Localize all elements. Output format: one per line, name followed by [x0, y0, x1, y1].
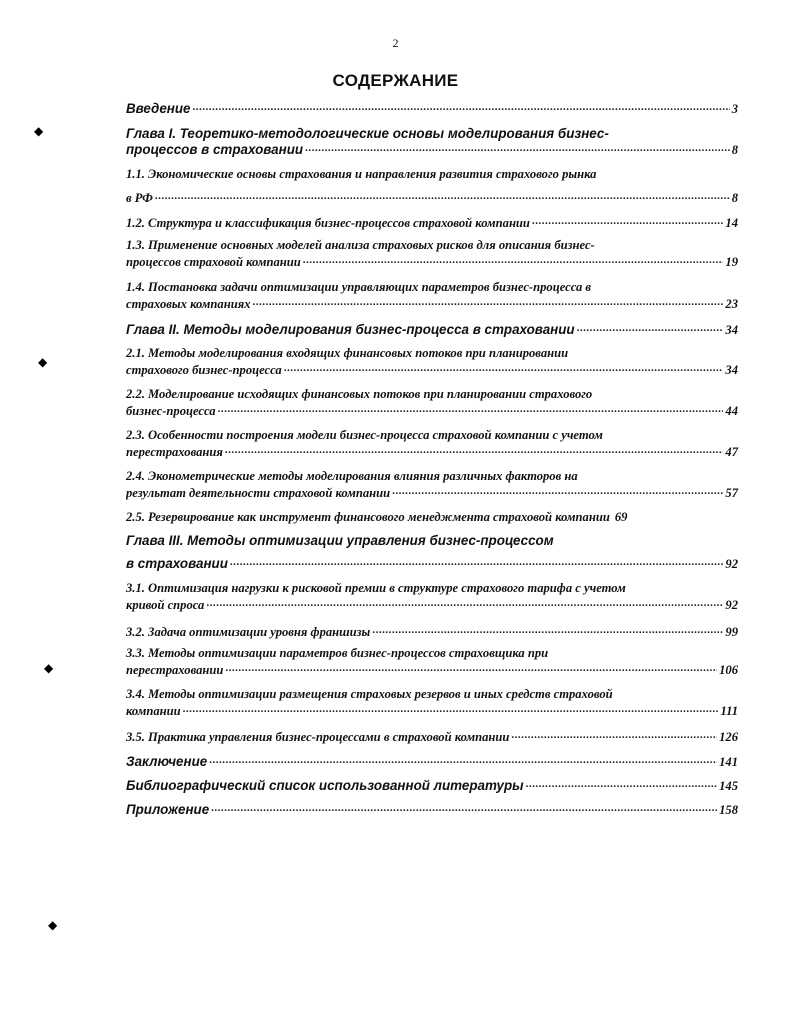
- leader-dots: [209, 801, 717, 814]
- toc-entry-title: перестрахования: [126, 444, 223, 459]
- toc-entry-page: 111: [720, 703, 738, 718]
- leader-dots: [153, 189, 730, 202]
- toc-entry-page: 92: [725, 557, 738, 572]
- toc-entry-title: 1.2. Структура и классификация бизнес-процессов страховой компании: [126, 215, 530, 230]
- toc-entry-title: Библиографический список использованной литературы: [126, 778, 524, 794]
- toc-entry-page: 44: [725, 403, 738, 418]
- leader-dots: [530, 214, 723, 227]
- leader-dots: [370, 623, 723, 636]
- toc-entry[interactable]: [126, 346, 738, 378]
- toc-entry-title-line1: 2.3. Особенности построения модели бизнес-процесса страховой компании с учетом: [126, 428, 603, 442]
- leader-dots: [282, 361, 724, 374]
- toc-entry-title: процессов страховой компании: [126, 254, 301, 269]
- leader-dots: [251, 295, 724, 308]
- toc-entry-title-line1: 1.3. Применение основных моделей анализа страховых рисков для описания бизнес-: [126, 238, 595, 252]
- toc-entry[interactable]: [126, 238, 738, 270]
- toc-entry-title: результат деятельности страховой компании: [126, 485, 391, 500]
- toc-entry-title-line1: 2.1. Методы моделирования входящих финансовых потоков при планировании: [126, 346, 569, 360]
- toc-entry[interactable]: [126, 753, 738, 770]
- toc-entry-title: Заключение: [126, 754, 208, 770]
- punch-hole-mark: ◆: [34, 124, 44, 138]
- toc-entry-page: 3: [731, 102, 738, 117]
- leader-dots: [228, 555, 724, 568]
- toc-entry-title: в РФ: [126, 190, 153, 205]
- toc-entry-title: процессов в страховании: [126, 142, 304, 158]
- toc-entry[interactable]: [126, 280, 738, 312]
- toc-entry-page: 69: [614, 510, 628, 524]
- toc-entry-title: перестраховании: [126, 662, 224, 677]
- toc-entry-title: бизнес-процесса: [126, 403, 216, 418]
- toc-entry[interactable]: [126, 510, 738, 525]
- toc-entry-title: кривой спроса: [126, 597, 205, 612]
- leader-dots: [509, 728, 717, 741]
- leader-dots: [524, 777, 718, 790]
- toc-entry-page: 14: [725, 215, 738, 230]
- toc-entry[interactable]: [126, 214, 738, 231]
- leader-dots: [390, 484, 723, 497]
- toc-entry[interactable]: [126, 126, 738, 158]
- toc-entry-title-line1: 3.4. Методы оптимизации размещения страховых резервов и иных средств страховой: [126, 687, 613, 701]
- toc-entry-page: 34: [725, 323, 738, 338]
- toc-entry-page: 141: [719, 755, 738, 770]
- toc-entry-page: 19: [725, 254, 738, 269]
- toc-entry[interactable]: [126, 167, 738, 206]
- toc-entry[interactable]: [126, 321, 738, 338]
- toc-entry-title: 2.5. Резервирование как инструмент финансового менеджмента страховой компании: [126, 510, 610, 524]
- toc-entry[interactable]: [126, 801, 738, 818]
- page-number: 2: [392, 36, 399, 50]
- toc-entry[interactable]: [126, 100, 738, 117]
- leader-dots: [190, 100, 729, 113]
- toc-entry-page: 8: [731, 143, 738, 158]
- leader-dots: [207, 753, 717, 766]
- toc-entry[interactable]: [126, 623, 738, 640]
- toc-entry-page: 57: [725, 485, 738, 500]
- toc-entry[interactable]: [126, 687, 738, 719]
- toc-entry-title: компании: [126, 703, 181, 718]
- toc-entry-title: Введение: [126, 101, 191, 117]
- toc-entry-title-line1: 2.2. Моделирование исходящих финансовых потоков при планировании страхового: [126, 387, 593, 401]
- toc-entry[interactable]: [126, 581, 738, 613]
- toc-entry-page: 92: [725, 597, 738, 612]
- toc-entry-page: 99: [725, 624, 738, 639]
- toc-entry-title: страхового бизнес-процесса: [126, 362, 282, 377]
- toc-entry-page: 23: [725, 296, 738, 311]
- toc-entry-title-line1: 2.4. Эконометрические методы моделирования влияния различных факторов на: [126, 469, 578, 483]
- toc-entry-page: 47: [725, 444, 738, 459]
- toc-entry-title-line1: 3.1. Оптимизация нагрузки к рисковой премии в структуре страхового тарифа с учетом: [126, 581, 626, 595]
- punch-hole-mark: ◆: [48, 918, 58, 932]
- leader-dots: [575, 321, 724, 334]
- punch-hole-mark: ◆: [38, 355, 48, 369]
- leader-dots: [204, 596, 723, 609]
- toc-entry[interactable]: [126, 387, 738, 419]
- leader-dots: [216, 402, 724, 415]
- toc-entry-title-line1: 1.1. Экономические основы страхования и направления развития страхового рынка: [126, 167, 597, 181]
- toc-entry[interactable]: [126, 646, 738, 678]
- toc-entry-title-line1: Глава III. Методы оптимизации управления бизнес-процессом: [126, 533, 554, 548]
- toc-entry[interactable]: [126, 533, 738, 572]
- toc-entry-title-line1: Глава I. Теоретико-методологические основы моделирования бизнес-: [126, 126, 609, 141]
- toc-entry-title-line1: 3.3. Методы оптимизации параметров бизнес-процессов страховщика при: [126, 646, 549, 660]
- leader-dots: [181, 702, 719, 715]
- toc-entry-page: 126: [719, 729, 738, 744]
- toc-entry-page: 145: [719, 779, 738, 794]
- toc-entry-page: 8: [731, 190, 738, 205]
- toc-entry-title: 3.2. Задача оптимизации уровня франшизы: [126, 624, 371, 639]
- leader-dots: [223, 661, 717, 674]
- toc-entry[interactable]: [126, 728, 738, 745]
- toc-entry-title: 3.5. Практика управления бизнес-процессами в страховой компании: [126, 729, 510, 744]
- toc-entry[interactable]: [126, 428, 738, 460]
- toc-entry-page: 34: [725, 362, 738, 377]
- leader-dots: [223, 443, 724, 456]
- toc-entry-title: Приложение: [126, 802, 210, 818]
- toc-entry-title: в страховании: [126, 556, 228, 572]
- punch-hole-mark: ◆: [44, 661, 54, 675]
- toc-entry-page: 158: [719, 803, 738, 818]
- leader-dots: [301, 253, 724, 266]
- toc-entry-title-line1: 1.4. Постановка задачи оптимизации управляющих параметров бизнес-процесса в: [126, 280, 592, 294]
- toc-entry[interactable]: [126, 777, 738, 794]
- toc-entry-title: Глава II. Методы моделирования бизнес-процесса в страховании: [126, 322, 575, 338]
- leader-dots: [303, 141, 730, 154]
- page-title: СОДЕРЖАНИЕ: [332, 71, 459, 90]
- toc-entry[interactable]: [126, 469, 738, 501]
- toc-entry-title: страховых компаниях: [126, 296, 251, 311]
- toc-entry-page: 106: [719, 662, 738, 677]
